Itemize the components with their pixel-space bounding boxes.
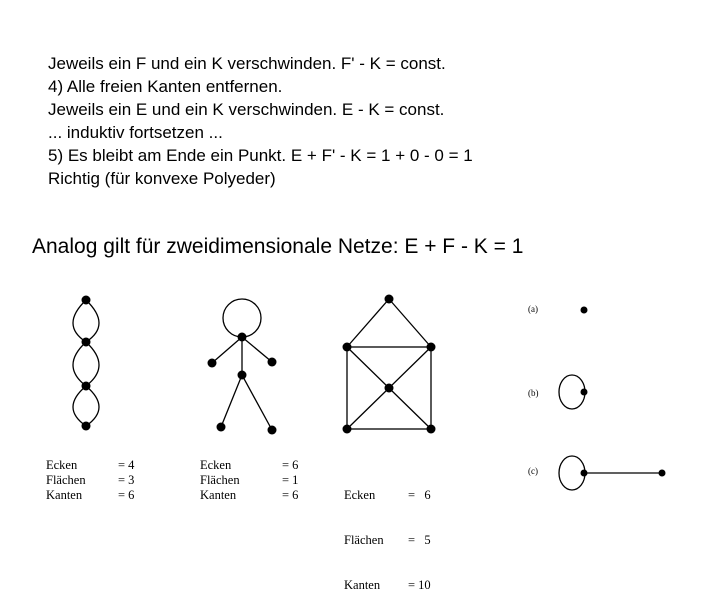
stat-row-flaechen: Flächen = 1 [200, 473, 299, 487]
text-line-1: Jeweils ein F und ein K verschwinden. F' - K = const. [48, 54, 446, 73]
stat-row-kanten: Kanten = 10 [344, 578, 431, 592]
headline: Analog gilt für zweidimensionale Netze: E + F - K = 1 [32, 235, 524, 258]
text-line-3: Jeweils ein E und ein K verschwinden. E - K = const. [48, 100, 445, 119]
text-line-2: 4) Alle freien Kanten entfernen. [48, 77, 283, 96]
stats-table-3 [344, 458, 431, 608]
stat-row-kanten: Kanten = 6 [200, 488, 299, 502]
stats-table-2 [200, 458, 298, 503]
stat-row-flaechen: Flächen = 3 [46, 473, 135, 487]
graph-step-c [559, 456, 662, 490]
step-label-b: (b) [528, 388, 539, 398]
graph-stick-figure [212, 299, 272, 430]
stat-row-ecken: Ecken = 6 [200, 458, 299, 472]
text-line-5: 5) Es bleibt am Ende ein Punkt. E + F' - K = 1 + 0 - 0 = 1 [48, 146, 473, 165]
stat-row-kanten: Kanten = 6 [46, 488, 135, 502]
text-line-6: Richtig (für konvexe Polyeder) [48, 169, 276, 188]
stat-row-ecken: Ecken = 6 [344, 488, 431, 502]
graph-house [347, 299, 431, 429]
graph-chain-of-loops [73, 300, 99, 426]
step-label-a: (a) [528, 304, 538, 314]
text-line-4: ... induktiv fortsetzen ... [48, 123, 223, 142]
stat-row-flaechen: Flächen = 5 [344, 533, 431, 547]
step-label-c: (c) [528, 466, 538, 476]
stat-row-ecken: Ecken = 4 [46, 458, 135, 472]
stats-table-1 [46, 458, 134, 503]
